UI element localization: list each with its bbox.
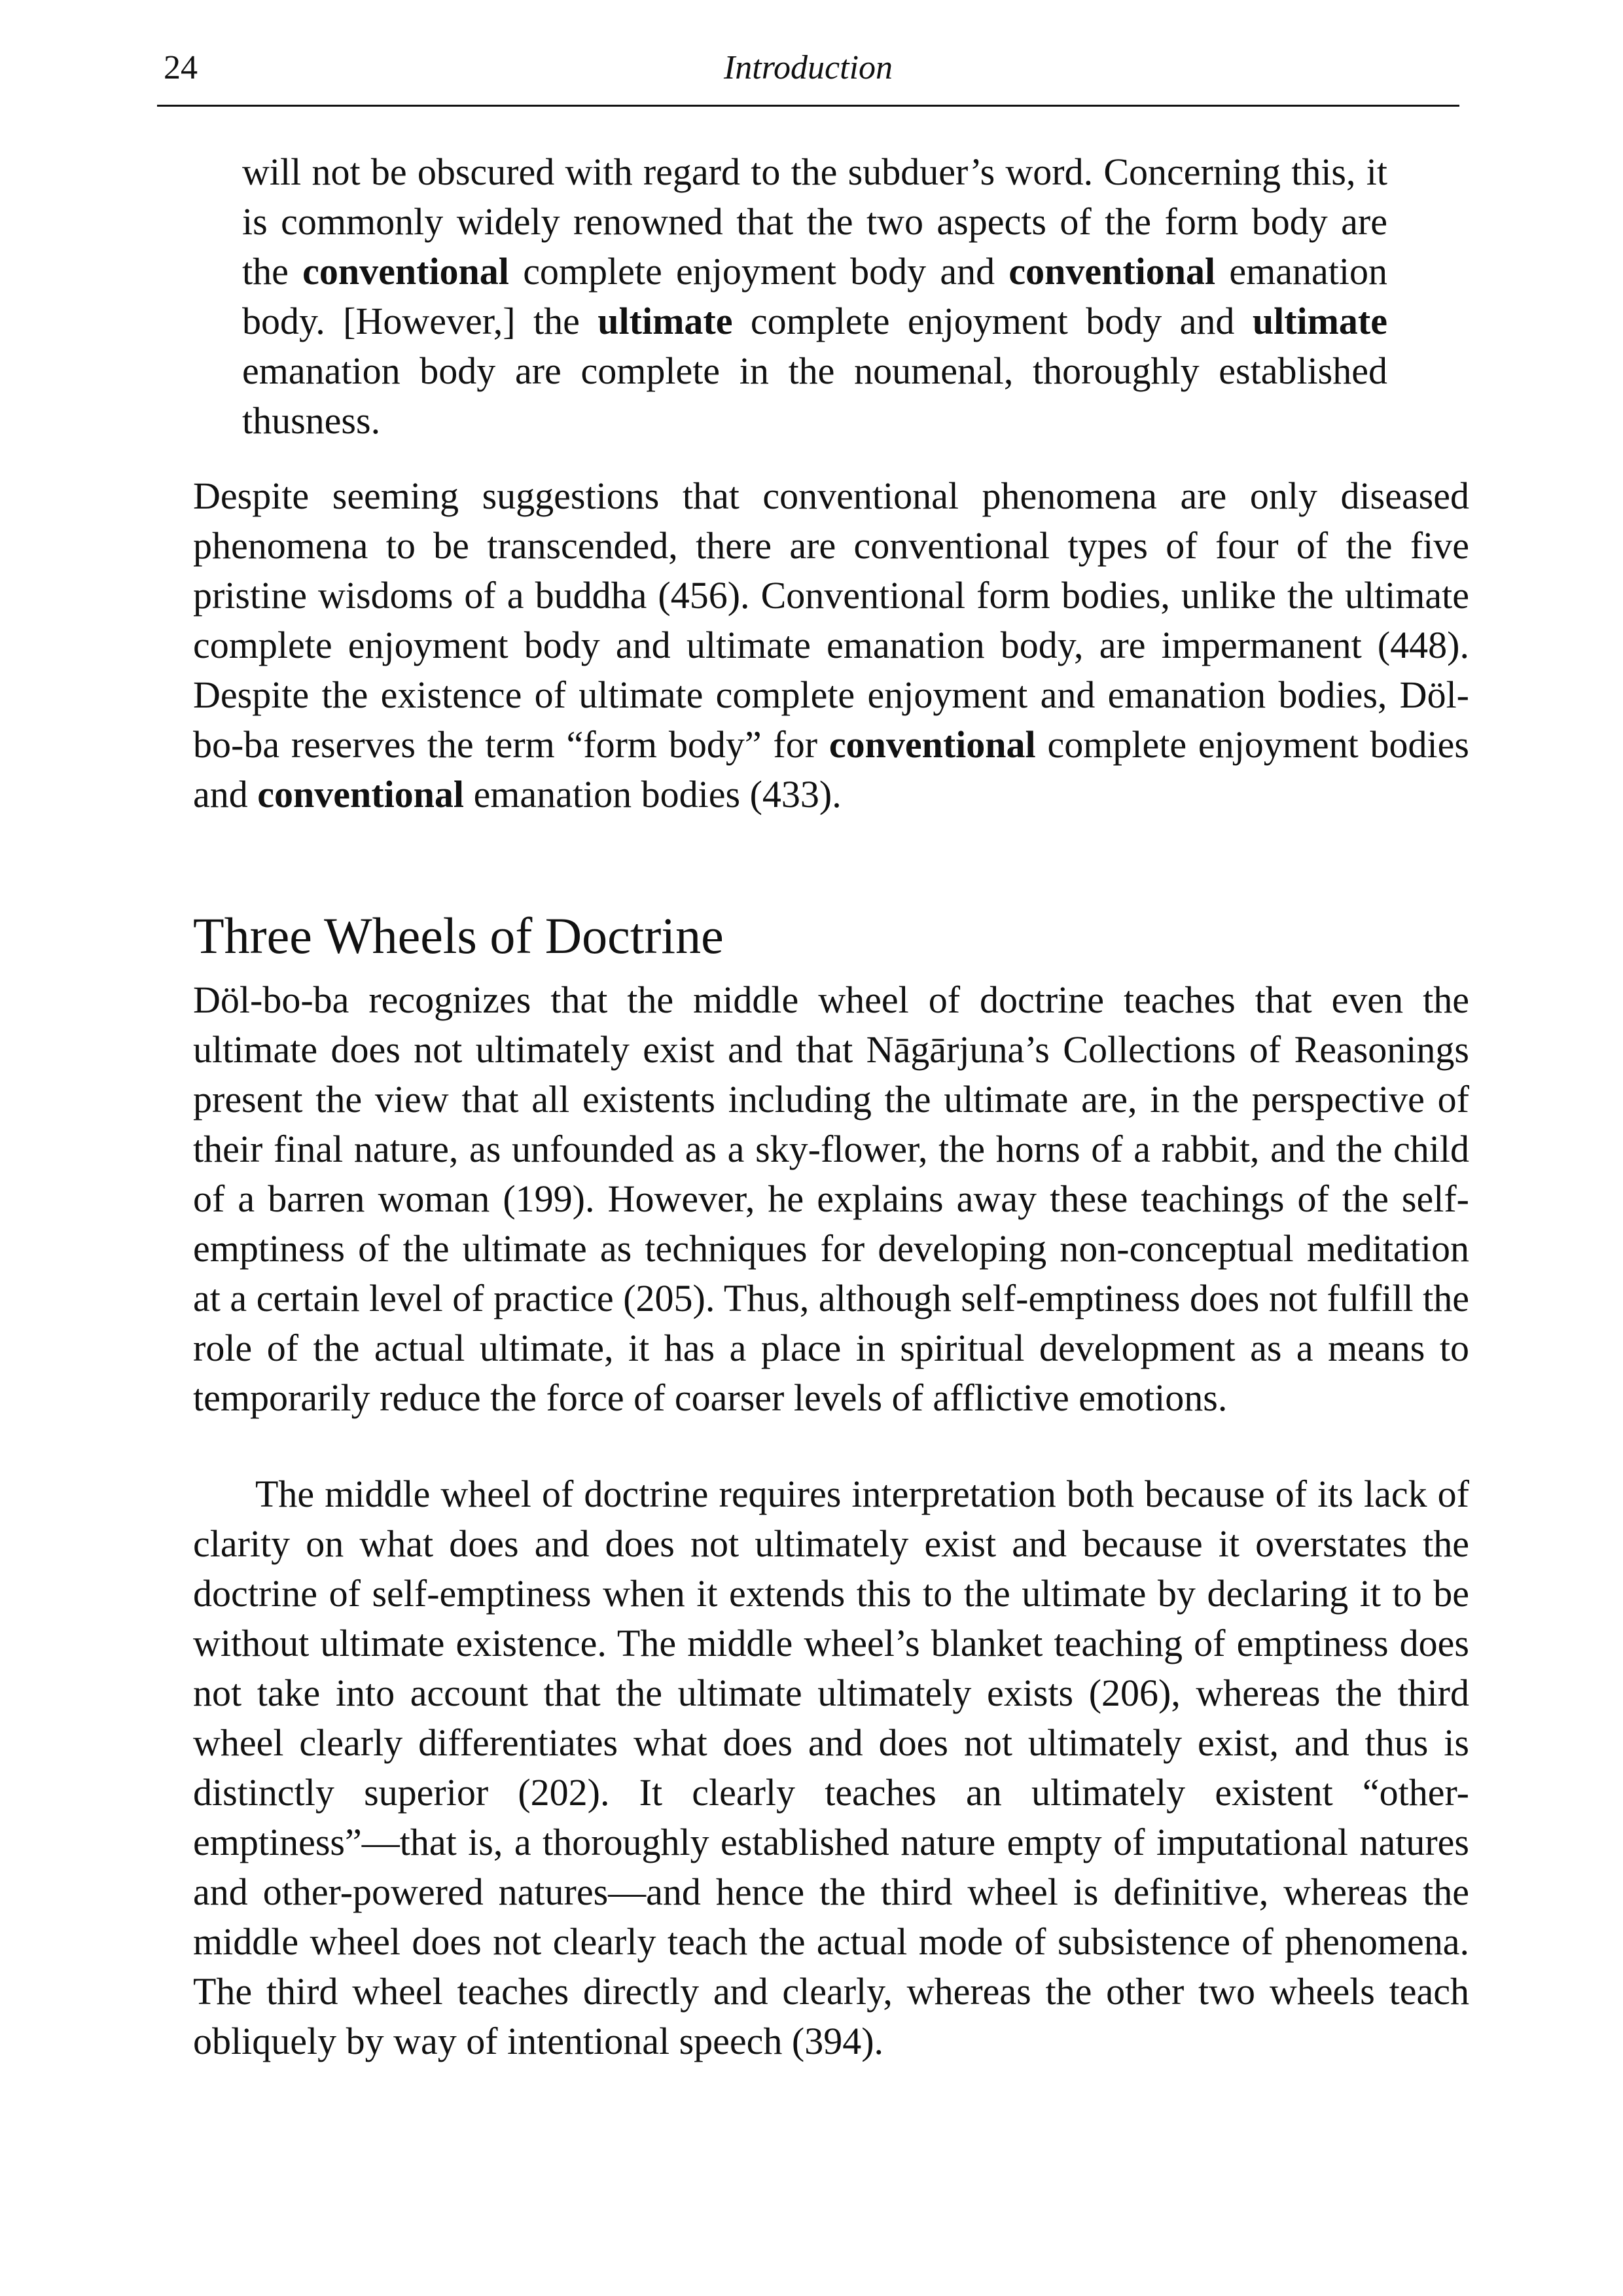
- quote-bold-ultimate-2: ultimate: [1252, 300, 1387, 342]
- quote-text-2: complete enjoyment body and: [508, 250, 1009, 293]
- quote-text-5: emanation body are complete in the noumenal, thoroughly established thusness.: [242, 350, 1387, 442]
- quote-text-4: complete enjoyment body and: [732, 300, 1253, 342]
- para1-text-3: emanation bodies (433).: [464, 773, 842, 816]
- quote-bold-conventional-2: conventional: [1008, 250, 1216, 293]
- page-number: 24: [164, 49, 198, 86]
- section-heading: Three Wheels of Doctrine: [193, 907, 724, 964]
- paragraph-third-wheel: The middle wheel of doctrine requires interpretation both because of its lack of clarity on what does and does not ultimately exist and because it overstates the doctrine of self-emptiness when it extends this to the ultimate by declaring it to be without ultimate existence. The middle wheel’s blanket teaching of emptiness does not take into account that the ultimate ultimately exists (206), whereas the third wheel clearly differentiates what does and does not ultimately exist, and thus is distinctly superior (202). It clearly teaches an ultimately existent “other-emptiness”—that is, a thoroughly established nature empty of imputational natures and other-powered natures—and hence the third wheel is definitive, whereas the middle wheel does not clearly teach the actual mode of subsistence of phenomena. The third wheel teaches directly and clearly, whereas the other two wheels teach obliquely by way of intentional speech (394).: [193, 1473, 1469, 2062]
- quote-bold-ultimate-1: ultimate: [597, 300, 733, 342]
- running-title: Introduction: [723, 49, 893, 86]
- block-quote: [242, 147, 1387, 446]
- quote-bold-conventional-1: conventional: [302, 250, 509, 293]
- para1-bold-conventional-1: conventional: [829, 723, 1036, 766]
- paragraph-middle-wheel: Döl-bo-ba recognizes that the middle wheel of doctrine teaches that even the ultimate does not ultimately exist and that Nāgārjuna’s Collections of Reasonings present the view that all existents including the ultimate are, in the perspective of their final nature, as unfounded as a sky-flower, the horns of a rabbit, and the child of a barren woman (199). However, he explains away these teachings of the self-emptiness of the ultimate as techniques for developing non-conceptual meditation at a certain level of practice (205). Thus, although self-emptiness does not fulfill the role of the actual ultimate, it has a place in spiritual development as a means to temporarily reduce the force of coarser levels of afflictive emotions.: [193, 978, 1469, 1419]
- running-header: [157, 46, 1459, 107]
- quote-text-3: emanation body. [However,] the: [242, 250, 1387, 342]
- para1-text-2: complete enjoyment bodies and: [193, 723, 1469, 816]
- paragraph-conventional-bodies: [193, 471, 1469, 819]
- quote-text-1: will not be obscured with regard to the subduer’s word. Concerning this, it is commonly widely renowned that the two aspects of the form body are the: [242, 151, 1387, 293]
- para1-bold-conventional-2: conventional: [257, 773, 465, 816]
- para1-text-1: Despite seeming suggestions that conventional phenomena are only diseased phenomena to be transcended, there are conventional types of four of the five pristine wisdoms of a buddha (456). Conventional form bodies, unlike the ultimate complete enjoyment body and ultimate emanation body, are impermanent (448). Despite the existence of ultimate complete enjoyment and emanation bodies, Döl-bo-ba reserves the term “form body” for: [193, 475, 1469, 766]
